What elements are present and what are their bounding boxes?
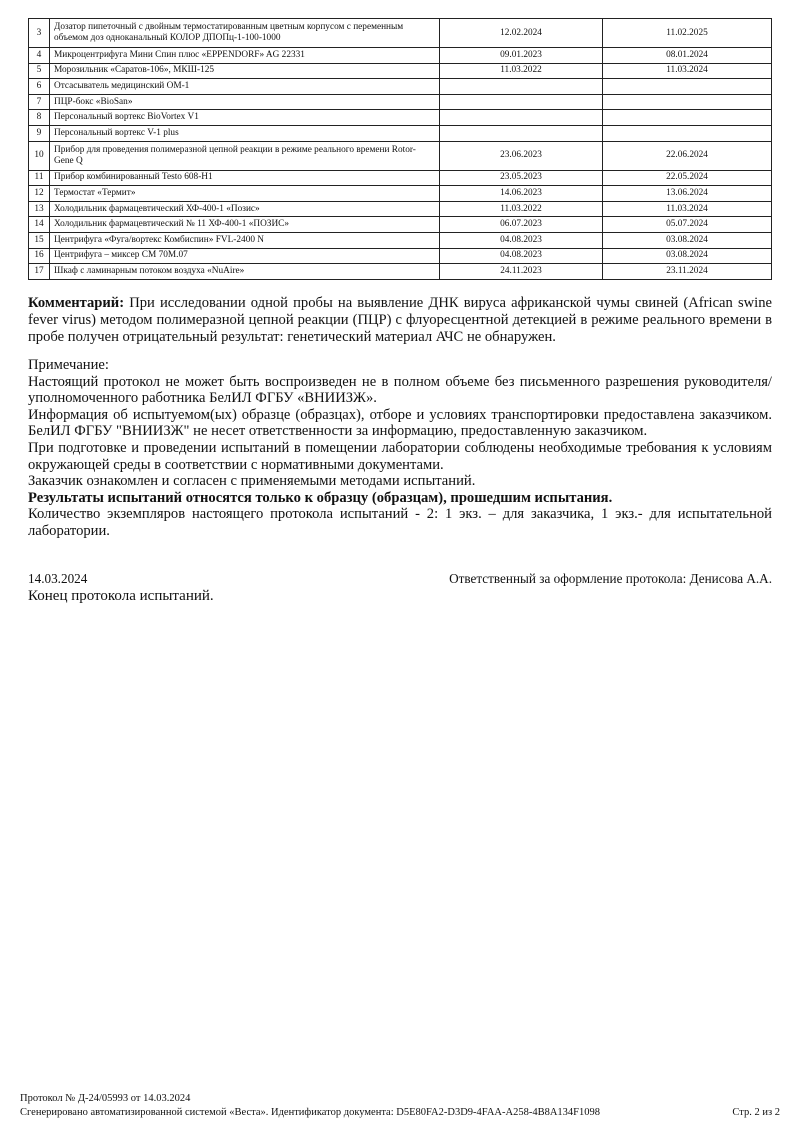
check-date — [440, 94, 603, 110]
valid-until-date: 03.08.2024 — [603, 248, 772, 264]
comment-text: При исследовании одной пробы на выявление ДНК вируса африканской чумы свиней (African swine fever virus) методом полимеразной цепной реакции (ПЦР) с флуоресцентной детекцией в режиме реального времени в пробе получен отрицательный результат: генетический материал АЧС не обнаружен. — [28, 295, 772, 345]
equipment-name: Персональный вортекс V-1 plus — [50, 125, 440, 141]
table-row — [29, 125, 772, 141]
equipment-name: ПЦР-бокс «BioSan» — [50, 94, 440, 110]
equipment-name: Термостат «Термит» — [50, 186, 440, 202]
check-date: 04.08.2023 — [440, 248, 603, 264]
equipment-name: Персональный вортекс BioVortex V1 — [50, 110, 440, 126]
check-date: 23.06.2023 — [440, 141, 603, 170]
comment-label: Комментарий: — [28, 295, 125, 311]
row-number: 7 — [29, 94, 50, 110]
equipment-name: Отсасыватель медицинский ОМ-1 — [50, 79, 440, 95]
valid-until-date: 11.03.2024 — [603, 63, 772, 79]
check-date: 09.01.2023 — [440, 48, 603, 64]
valid-until-date — [603, 94, 772, 110]
valid-until-date: 11.02.2025 — [603, 19, 772, 48]
note-results-scope: Результаты испытаний относятся только к образцу (образцам), прошедшим испытания. — [28, 489, 613, 506]
table-row — [29, 201, 772, 217]
equipment-name: Микроцентрифуга Мини Спин плюс «EPPENDORF» AG 22331 — [50, 48, 440, 64]
row-number: 6 — [29, 79, 50, 95]
check-date: 24.11.2023 — [440, 264, 603, 280]
valid-until-date — [603, 79, 772, 95]
note-methods: Заказчик ознакомлен и согласен с применяемыми методами испытаний. — [28, 473, 476, 490]
check-date — [440, 110, 603, 126]
equipment-name: Прибор комбинированный Testo 608-H1 — [50, 170, 440, 186]
valid-until-date: 22.06.2024 — [603, 141, 772, 170]
valid-until-date — [603, 125, 772, 141]
row-number: 14 — [29, 217, 50, 233]
check-date: 04.08.2023 — [440, 232, 603, 248]
footer-protocol-number: Протокол № Д-24/05993 от 14.03.2024 — [20, 1093, 191, 1104]
equipment-name: Холодильник фармацевтический ХФ-400-1 «Позис» — [50, 201, 440, 217]
equipment-name: Центрифуга «Фуга/вортекс Комбиспин» FVL-2400 N — [50, 232, 440, 248]
row-number: 4 — [29, 48, 50, 64]
note-customer-info: Информация об испытуемом(ых) образце (образцах), отборе и условиях транспортировки предоставлена заказчиком. БелИЛ ФГБУ "ВНИИЗЖ" не несет ответственности за информацию, предоставленную заказчиком. — [28, 406, 772, 440]
row-number: 16 — [29, 248, 50, 264]
table-row — [29, 232, 772, 248]
table-row — [29, 248, 772, 264]
row-number: 3 — [29, 19, 50, 48]
row-number: 15 — [29, 232, 50, 248]
check-date: 11.03.2022 — [440, 201, 603, 217]
table-row — [29, 94, 772, 110]
row-number: 13 — [29, 201, 50, 217]
comment-block — [28, 295, 772, 346]
valid-until-date: 22.05.2024 — [603, 170, 772, 186]
valid-until-date: 05.07.2024 — [603, 217, 772, 233]
footer-generated-by: Сгенерировано автоматизированной системой «Веста». Идентификатор документа: D5E80FA2-D3D9-4FAA-A258-4B8A134F1098 — [20, 1107, 601, 1118]
note-environment: При подготовке и проведении испытаний в помещении лаборатории соблюдены необходимые требования к условиям окружающей среды в соответствии с нормативными документами. — [28, 439, 772, 473]
signature-date: 14.03.2024 — [28, 571, 88, 586]
table-row — [29, 186, 772, 202]
responsible-person: Ответственный за оформление протокола: Денисова А.А. — [449, 571, 772, 586]
table-row — [29, 48, 772, 64]
note-reproduction: Настоящий протокол не может быть воспроизведен не в полном объеме без письменного разрешения руководителя/уполномоченного работника БелИЛ ФГБУ «ВНИИЗЖ». — [28, 373, 772, 407]
valid-until-date — [603, 110, 772, 126]
check-date: 06.07.2023 — [440, 217, 603, 233]
valid-until-date: 08.01.2024 — [603, 48, 772, 64]
notes-title: Примечание: — [28, 357, 109, 373]
valid-until-date: 03.08.2024 — [603, 232, 772, 248]
valid-until-date: 13.06.2024 — [603, 186, 772, 202]
note-copies: Количество экземпляров настоящего протокола испытаний - 2: 1 экз. – для заказчика, 1 экз.- для испытательной лаборатории. — [28, 506, 772, 539]
end-of-protocol: Конец протокола испытаний. — [28, 588, 214, 604]
table-row — [29, 79, 772, 95]
table-row — [29, 170, 772, 186]
equipment-name: Дозатор пипеточный с двойным термостатированным цветным корпусом с переменным объемом доз одноканальный КОЛОР ДПОПц-1-100-1000 — [50, 19, 440, 48]
equipment-name: Шкаф с ламинарным потоком воздуха «NuAire» — [50, 264, 440, 280]
row-number: 10 — [29, 141, 50, 170]
check-date — [440, 79, 603, 95]
check-date: 11.03.2022 — [440, 63, 603, 79]
equipment-name: Прибор для проведения полимеразной цепной реакции в режиме реального времени Rotor-Gene Q — [50, 141, 440, 170]
equipment-name: Холодильник фармацевтический № 11 ХФ-400-1 «ПОЗИС» — [50, 217, 440, 233]
equipment-name: Центрифуга – миксер СМ 70М.07 — [50, 248, 440, 264]
check-date: 23.05.2023 — [440, 170, 603, 186]
page-number: Стр. 2 из 2 — [732, 1107, 780, 1118]
row-number: 5 — [29, 63, 50, 79]
check-date: 12.02.2024 — [440, 19, 603, 48]
notes-block — [28, 357, 772, 540]
valid-until-date: 23.11.2024 — [603, 264, 772, 280]
row-number: 17 — [29, 264, 50, 280]
check-date — [440, 125, 603, 141]
table-row — [29, 63, 772, 79]
table-row — [29, 141, 772, 170]
table-row — [29, 217, 772, 233]
table-row — [29, 19, 772, 48]
row-number: 11 — [29, 170, 50, 186]
equipment-table — [28, 18, 772, 280]
equipment-name: Морозильник «Саратов-106», МКШ-125 — [50, 63, 440, 79]
row-number: 12 — [29, 186, 50, 202]
table-row — [29, 110, 772, 126]
row-number: 8 — [29, 110, 50, 126]
row-number: 9 — [29, 125, 50, 141]
valid-until-date: 11.03.2024 — [603, 201, 772, 217]
table-row — [29, 264, 772, 280]
check-date: 14.06.2023 — [440, 186, 603, 202]
